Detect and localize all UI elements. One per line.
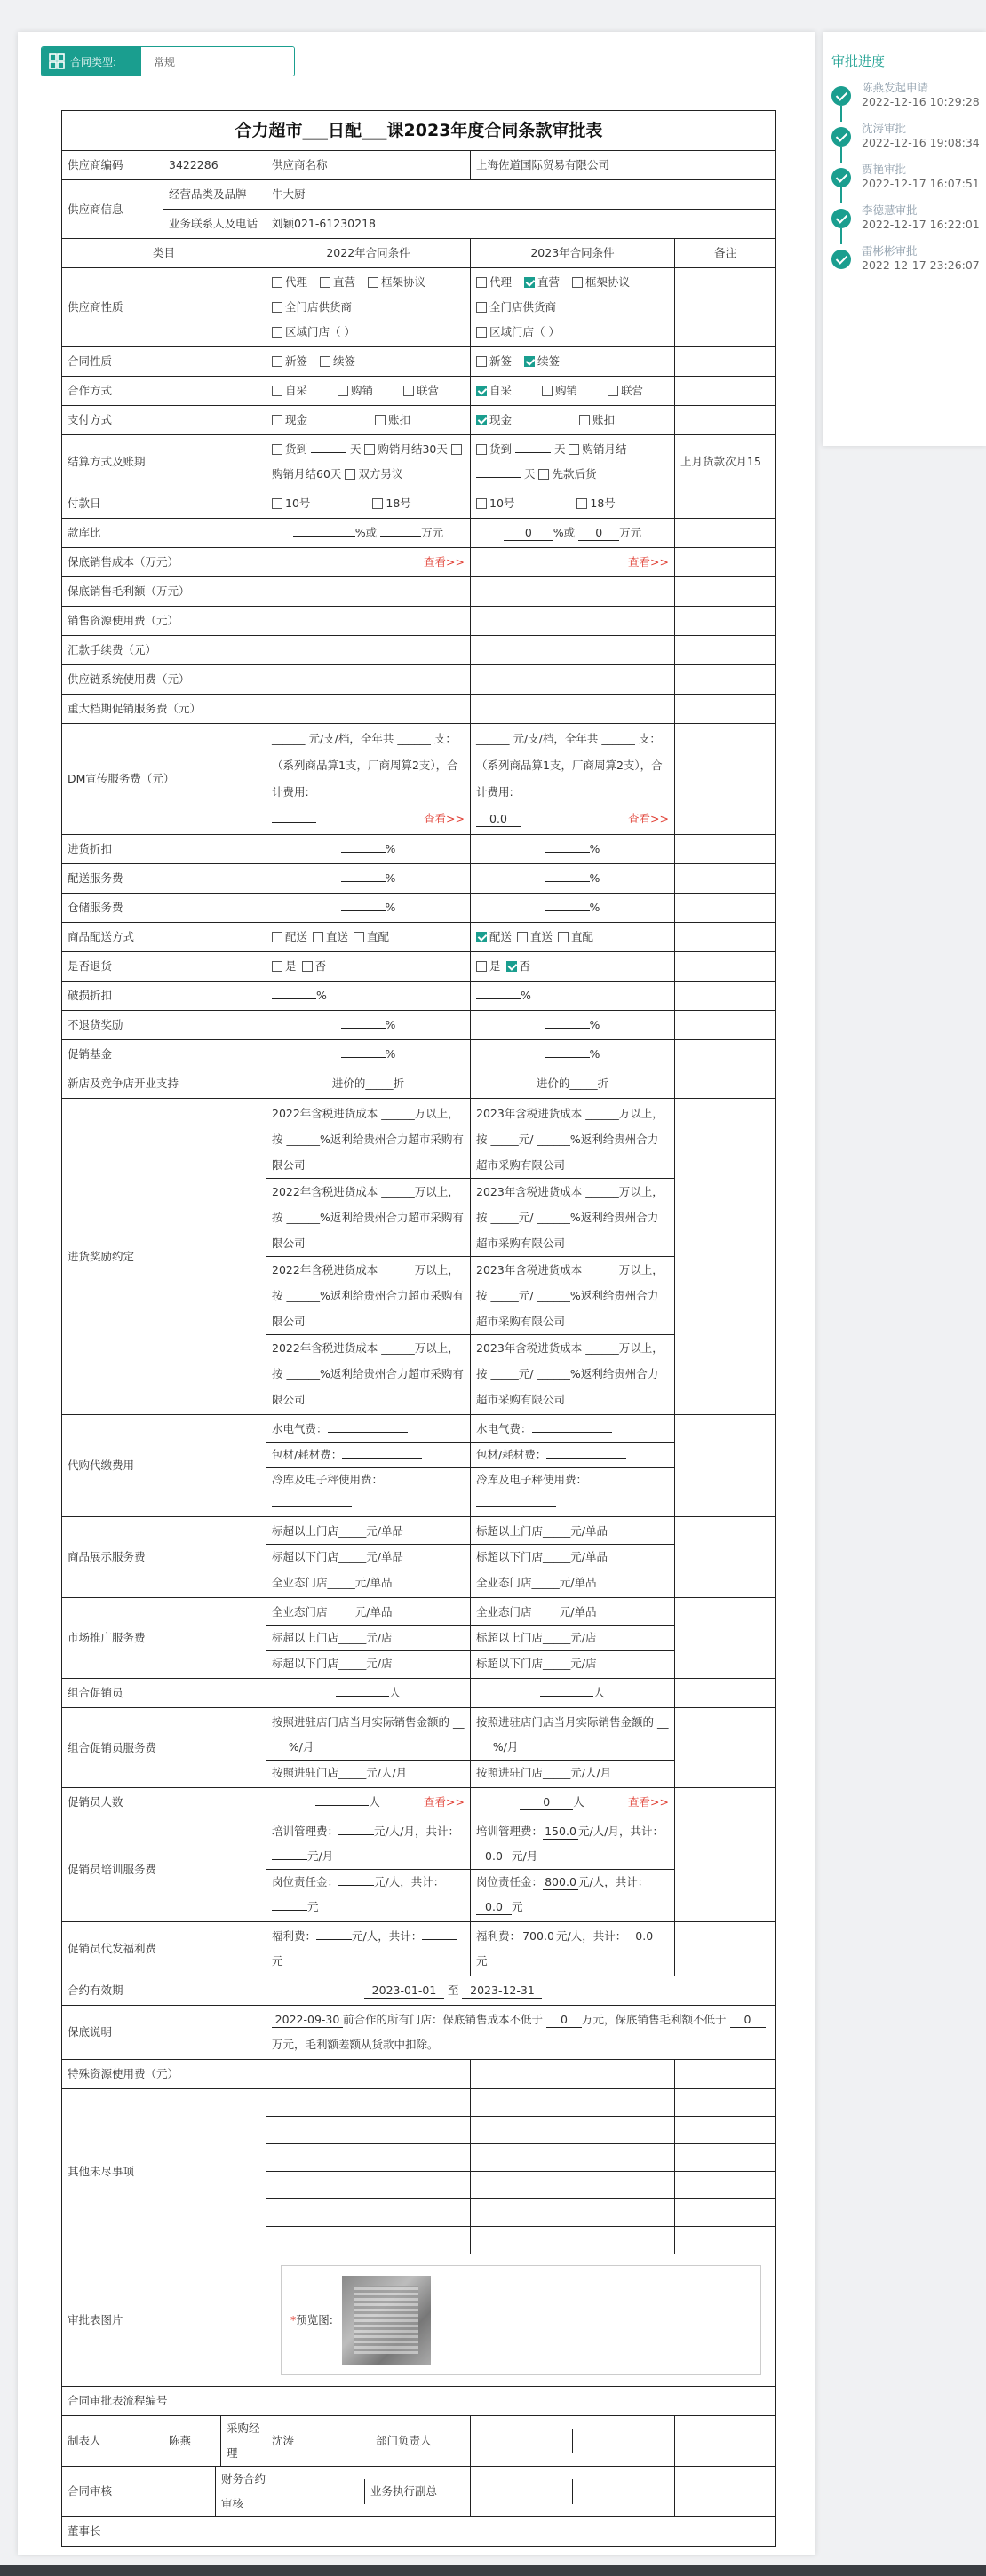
checkbox[interactable] [272,415,282,425]
check-circle-icon [831,250,851,269]
promoter-count-2023: 0 人 查看>> [471,1788,675,1817]
image-cell [266,2254,776,2387]
contract-type-label-text: 合同类型: [70,55,117,68]
step-time: 2022-12-16 19:08:34 [862,136,980,149]
ratio-2023: 0 %或 0 万元 [471,519,675,548]
agency-2023: 水电气费： 包材/耗材费： 冷库及电子秤使用费： [471,1415,675,1517]
supplier-code-label: 供应商编码 [62,151,163,180]
step-time: 2022-12-17 16:07:51 [862,177,980,190]
bottom-bar [0,2565,986,2576]
checkbox[interactable] [517,932,528,942]
checkbox-checked[interactable] [476,932,487,942]
approval-progress-panel [823,32,986,446]
market-2023: 全业态门店_____元/单品 标超以上门店_____元/店 标超以下门店_____元/店 [471,1598,675,1679]
image-label: 审批表图片 [62,2254,266,2387]
col-2023: 2023年合同条件 [471,239,675,268]
flow-label: 合同审批表流程编号 [62,2387,266,2416]
coop-2022: 自采 购销 联营 [266,377,471,406]
checkbox-checked[interactable] [476,386,487,396]
contract-type-value[interactable]: 常规 [141,47,294,76]
contact-value: 刘颖021-61230218 [266,210,776,239]
checkbox[interactable] [476,327,487,338]
checkbox[interactable] [372,498,383,509]
checkbox[interactable] [345,469,355,480]
promoter-count-2022: 人 查看>> [266,1788,471,1817]
group-fee-2022: 按照进驻店门店当月实际销售金额的 _____%/月 按照进驻门店_____元/人/月 [266,1708,471,1788]
nature-2023: 代理 直营 框架协议 全门店供货商 区域门店（ ） [471,268,675,347]
form-title: 合力超市___日配___课2023年度合同条款审批表 [62,111,776,151]
view-link[interactable]: 查看>> [628,812,669,825]
purchase-mgr-value: 沈涛 [272,2434,295,2447]
pay-label: 支付方式 [62,406,266,435]
view-link[interactable]: 查看>> [424,812,465,825]
training-2023: 培训管理费： 150.0 元/人/月，共计：0.0 元/月 岗位责任金： 800.0 元/人，共计：0.0 元 [471,1817,675,1922]
ratio-2022: %或 万元 [266,519,471,548]
newstore-label: 新店及竞争店开业支持 [62,1069,266,1099]
breakage-label: 破损折扣 [62,982,266,1011]
view-link[interactable]: 查看>> [628,555,669,568]
brand-label: 经营品类及品牌 [163,180,266,210]
checkbox[interactable] [476,498,487,509]
checkbox[interactable] [272,932,282,942]
validity-value: 2023-01-01 至 2023-12-31 [266,1976,776,2006]
checkbox[interactable] [403,386,414,396]
contract-nature-2023: 新签 续签 [471,347,675,377]
checkbox-checked[interactable] [506,961,517,972]
purchase-mgr-cell [266,2416,471,2467]
delivery-2022: 配送 直送 直配 [266,923,471,952]
settle-label: 结算方式及账期 [62,435,266,489]
row-simple-1: 保底销售毛利额（万元） [62,577,266,607]
checkbox[interactable] [476,961,487,972]
step-name: 李德慧审批 [862,203,918,217]
checkbox[interactable] [451,444,462,455]
checkbox[interactable] [320,277,330,288]
welfare-label: 促销员代发福利费 [62,1922,266,1976]
step-time: 2022-12-17 16:22:01 [862,218,980,231]
pct-row-2: 仓储服务费 [62,894,266,923]
supplier-code-value: 3422286 [163,151,266,180]
other-label: 其他未尽事项 [62,2089,266,2254]
welfare-2023: 福利费： 700.0 元/人，共计： 0.0元 [471,1922,675,1976]
promoter-group-label: 组合促销员 [62,1679,266,1708]
guarantee-label: 保底说明 [62,2006,266,2060]
row-simple-3: 汇款手续费（元） [62,636,266,665]
ratio-label: 款库比 [62,519,266,548]
validity-label: 合约有效期 [62,1976,266,2006]
view-link[interactable]: 查看>> [424,1795,465,1809]
checkbox[interactable] [320,356,330,367]
coop-label: 合作方式 [62,377,266,406]
dept-head-label: 部门负责人 [370,2429,471,2453]
training-label: 促销员培训服务费 [62,1817,266,1922]
market-label: 市场推广服务费 [62,1598,266,1679]
checkbox[interactable] [375,415,386,425]
checkbox[interactable] [579,415,590,425]
pct-row-1: 配送服务费 [62,864,266,894]
row-simple-4: 供应链系统使用费（元） [62,665,266,695]
col-category: 类目 [62,239,266,268]
contract-type-box [41,46,295,76]
other-2023 [471,2089,675,2254]
other-2022 [266,2089,471,2254]
delivery-label: 商品配送方式 [62,923,266,952]
settle-2022: 货到 天 购销月结30天 购销月结60天 双方另议 [266,435,471,489]
grid-icon [49,53,65,69]
checkbox[interactable] [538,469,549,480]
checkbox[interactable] [272,444,282,455]
checkbox[interactable] [558,932,569,942]
market-2022: 全业态门店_____元/单品 标超以上门店_____元/店 标超以下门店_____元/店 [266,1598,471,1679]
coop-2023: 自采 购销 联营 [471,377,675,406]
dm-label: DM宣传服务费（元） [62,724,266,835]
progress-step [823,81,986,122]
checkbox[interactable] [569,444,579,455]
checkbox-checked[interactable] [476,415,487,425]
return-2022: 是 否 [266,952,471,982]
pay-2023: 现金 账扣 [471,406,675,435]
welfare-2022: 福利费： 元/人，共计：元 [266,1922,471,1976]
maker-cell [163,2416,266,2467]
payday-2022: 10号 18号 [266,489,471,519]
approval-form-table: 合力超市___日配___课2023年度合同条款审批表 供应商编码 3422286 供应商名称 上海佐道国际贸易有限公司 供应商信息 经营品类及品牌 牛大厨 业务联系人及电话 刘颖021-61230218 类目 2022年合同条件 2023年合同条件 备注 供应商性质 代理 直营 框架协议 全门店供货商 区域门店（ ） 代理 直营 框架协议 全门店供货商 区域门店（ ） 合同性质 新签 续签 新签 续签 合作方式 自采 购销 联营 自采 购销 联营 支付方式 现金 账扣 现金 账扣 结算方式及账期 货到 天 购销月结30天 购销月结60天 双方另议 货到 天 购销月结 天 先款后货 上月货款次月15 付款日 10号 18号 10号 18号 款库比 %或 万元 0 %或 0 万元 保底销售成本（万元） 查看>> 查看>> 保底销售毛利额（万元） 销售资源使用费（元） 汇款手续费（元） 供应链系统使用费（元） 重大档期促销服务费（元） DM宣传服务费（元） ______ 元/支/档，全年共 ______ 支：（系列商品算1支，厂商周算2支），合计费用: 查看>> ______ 元/支/档，全年共 ______ 支：（系列商品算1支，厂商周算2支），合计费用: 0.0 查看>> 进货折扣 % % 配送服务费 % % 仓储服务费 % % 商品配送方式 配送 直送 直配 配送 直送 直配 是否退货 是 否 是 否 破损折扣 % % 不退货奖励 % % 促销基金 % % 新店及竞争店开业支持 进价的_____折 进价的_____折 进货奖励约定 2022年含税进货成本 ______万以上，按 ______%返利给贵州合力超市采购有限公司 2022年含税进货成本 ______万以上，按 ______%返利给贵州合力超市采购有限公司 2022年含税进货成本 ______万以上，按 ______%返利给贵州合力超市采购有限公司 2022年含税进货成本 ______万以上，按 ______%返利给贵州合力超市采购有限公司 2023年含税进货成本 ______万以上，按 _____元/ ______%返利给贵州合力超市采购有限公司 2023年含税进货成本 ______万以上，按 _____元/ ______%返利给贵州合力超市采购有限公司 2023年含税进货成本 ______万以上，按 _____元/ ______%返利给贵州合力超市采购有限公司 2023年含税进货成本 ______万以上，按 _____元/ ______%返利给贵州合力超市采购有限公司 代购代缴费用 水电气费： 包材/耗材费： 冷库及电子秤使用费： 水电气费： 包材/耗材费： 冷库及电子秤使用费： 商品展示服务费 标超以上门店_____元/单品 标超以下门店_____元/单品 全业态门店_____元/单品 标超以上门店_____元/单品 标超以下门店_____元/单品 全业态门店_____元/单品 市场推广服务费 全业态门店_____元/单品 标超以上门店_____元/店 标超以下门店_____元/店 全业态门店_____元/单品 标超以上门店_____元/店 标超以下门店_____元/店 组合促销员 人 人 组合促销员服务费 按照进驻店门店当月实际销售金额的 _____%/月 按照进驻门店_____元/人/月 按照进驻店门店当月实际销售金额的 _____%/月 按照进驻门店_____元/人/月 促销员人数 人 查看>> 0 人 查看>> 促销员培训服务费 培训管理费： 元/人/月，共计：元/月 岗位责任金： 元/人，共计：元 培训管理费： 150.0 元/人/月，共计：0.0 元/月 岗位责任金： 800.0 元/人，共计：0.0 元 促销员代发福利费 福利费： 元/人，共计：元 福利费： 700.0 元/人，共计： 0.0元 合约有效期 2023-01-01 至 2023-12-31 保底说明 2022-09-30 前合作的所有门店：保底销售成本不低于 0 万元，保底销售毛利额不低于 0万元，毛利额差额从货款中扣除。 特殊资源使用费（元） 其他未尽事项 审批表图片 *预览图: 合同审批表流程编号 制表人 陈燕 采购经理 沈涛 部门负责人 合同审核 财务合约审核 业务执行副总 董事长 [61,110,776,2547]
newstore-2023: 进价的_____折 [471,1069,675,1099]
pay-2022: 现金 账扣 [266,406,471,435]
supplier-name-value: 上海佐道国际贸易有限公司 [471,151,776,180]
rebate-2023: 2023年含税进货成本 ______万以上，按 _____元/ ______%返利给贵州合力超市采购有限公司 2023年含税进货成本 ______万以上，按 _____元/ ______%返利给贵州合力超市采购有限公司 2023年含税进货成本 ______万以上，按 _____元/ ______%返利给贵州合力超市采购有限公司 2023年含税进货成本 ______万以上，按 _____元/ ______%返利给贵州合力超市采购有限公司 [471,1099,675,1415]
delivery-2023: 配送 直送 直配 [471,923,675,952]
progress-step [823,203,986,244]
progress-step [823,122,986,163]
checkbox[interactable] [272,961,282,972]
supplier-name-label: 供应商名称 [266,151,471,180]
progress-step [823,244,986,285]
agency-2022: 水电气费： 包材/耗材费： 冷库及电子秤使用费： [266,1415,471,1517]
rebate-2022: 2022年含税进货成本 ______万以上，按 ______%返利给贵州合力超市采购有限公司 2022年含税进货成本 ______万以上，按 ______%返利给贵州合力超市采购有限公司 2022年含税进货成本 ______万以上，按 ______%返利给贵州合力超市采购有限公司 2022年含税进货成本 ______万以上，按 ______%返利给贵州合力超市采购有限公司 [266,1099,471,1415]
step-name: 沈涛审批 [862,122,907,135]
view-link[interactable]: 查看>> [628,1795,669,1809]
newstore-2022: 进价的_____折 [266,1069,471,1099]
supplier-info-label: 供应商信息 [62,180,163,239]
promoter-group-fee-label: 组合促销员服务费 [62,1708,266,1788]
progress-title: 审批进度 [831,53,886,69]
step-time: 2022-12-17 23:26:07 [862,258,980,272]
purchase-mgr-label: 采购经理 [221,2416,266,2466]
row-simple-0: 保底销售成本（万元） [62,548,266,577]
display-2023: 标超以上门店_____元/单品 标超以下门店_____元/单品 全业态门店_____元/单品 [471,1517,675,1598]
pct-row-0: 进货折扣 [62,835,266,864]
brand-value: 牛大厨 [266,180,776,210]
dm-2023: ______ 元/支/档，全年共 ______ 支：（系列商品算1支，厂商周算2支），合计费用: 0.0 查看>> [471,724,675,835]
contract-type-label [42,47,141,76]
checkbox[interactable] [364,444,375,455]
checkbox-checked[interactable] [524,277,535,288]
checkbox[interactable] [272,277,282,288]
col-2022: 2022年合同条件 [266,239,471,268]
checkbox[interactable] [272,356,282,367]
checkbox[interactable] [272,302,282,313]
contract-nature-label: 合同性质 [62,347,266,377]
preview-box [281,2265,761,2375]
finance-label: 财务合约审核 [216,2467,266,2516]
checkbox[interactable] [272,386,282,396]
checkbox[interactable] [476,277,487,288]
payday-2023: 10号 18号 [471,489,675,519]
rebate-label: 进货奖励约定 [62,1099,266,1415]
check-circle-icon [831,127,851,147]
group-fee-2023: 按照进驻店门店当月实际销售金额的 _____%/月 按照进驻门店_____元/人/月 [471,1708,675,1788]
checkbox[interactable] [313,932,323,942]
preview-label: *预览图: [290,2313,333,2326]
payday-label: 付款日 [62,489,266,519]
step-time: 2022-12-16 10:29:28 [862,95,980,108]
settle-2023: 货到 天 购销月结 天 先款后货 [471,435,675,489]
checkbox[interactable] [608,386,618,396]
return-2023: 是 否 [471,952,675,982]
checkbox-checked[interactable] [524,356,535,367]
row-simple-2: 销售资源使用费（元） [62,607,266,636]
checkbox[interactable] [272,327,282,338]
exec-vp-label: 业务执行副总 [365,2479,471,2504]
approval-image-thumbnail[interactable] [342,2276,431,2365]
checkbox[interactable] [476,302,487,313]
checkbox[interactable] [572,277,583,288]
promo-fund-label: 促销基金 [62,1040,266,1069]
dm-2022: ______ 元/支/档，全年共 ______ 支：（系列商品算1支，厂商周算2支），合计费用: 查看>> [266,724,471,835]
col-remark: 备注 [675,239,776,268]
nature-2022: 代理 直营 框架协议 全门店供货商 区域门店（ ） [266,268,471,347]
checkbox[interactable] [272,498,282,509]
special-label: 特殊资源使用费（元） [62,2060,266,2089]
step-name: 贾艳审批 [862,163,907,176]
checkbox[interactable] [542,386,553,396]
row-simple-5: 重大档期促销服务费（元） [62,695,266,724]
contract-nature-2022: 新签 续签 [266,347,471,377]
checkbox[interactable] [476,356,487,367]
checkbox[interactable] [576,498,587,509]
checkbox[interactable] [354,932,364,942]
checkbox[interactable] [302,961,313,972]
maker-label: 制表人 [62,2416,163,2467]
contact-label: 业务联系人及电话 [163,210,266,239]
checkbox[interactable] [338,386,348,396]
maker-value: 陈燕 [169,2434,192,2447]
check-circle-icon [831,86,851,106]
checkbox[interactable] [476,444,487,455]
check-circle-icon [831,209,851,228]
return-label: 是否退货 [62,952,266,982]
display-2022: 标超以上门店_____元/单品 标超以下门店_____元/单品 全业态门店_____元/单品 [266,1517,471,1598]
settle-remark: 上月货款次月15 [675,435,776,489]
chairman-label: 董事长 [62,2517,163,2547]
guarantee-value: 2022-09-30 前合作的所有门店：保底销售成本不低于 0 万元，保底销售毛利额不低于 0万元，毛利额差额从货款中扣除。 [266,2006,776,2060]
check-circle-icon [831,168,851,187]
training-2022: 培训管理费： 元/人/月，共计：元/月 岗位责任金： 元/人，共计：元 [266,1817,471,1922]
step-name: 陈燕发起申请 [862,81,929,94]
display-label: 商品展示服务费 [62,1517,266,1598]
agency-label: 代购代缴费用 [62,1415,266,1517]
progress-step [823,163,986,203]
nature-label: 供应商性质 [62,268,266,347]
promoter-count-label: 促销员人数 [62,1788,266,1817]
view-link[interactable]: 查看>> [424,555,465,568]
noreturn-label: 不退货奖励 [62,1011,266,1040]
step-name: 雷彬彬审批 [862,244,918,258]
contract-audit-label: 合同审核 [62,2467,163,2517]
checkbox[interactable] [368,277,378,288]
